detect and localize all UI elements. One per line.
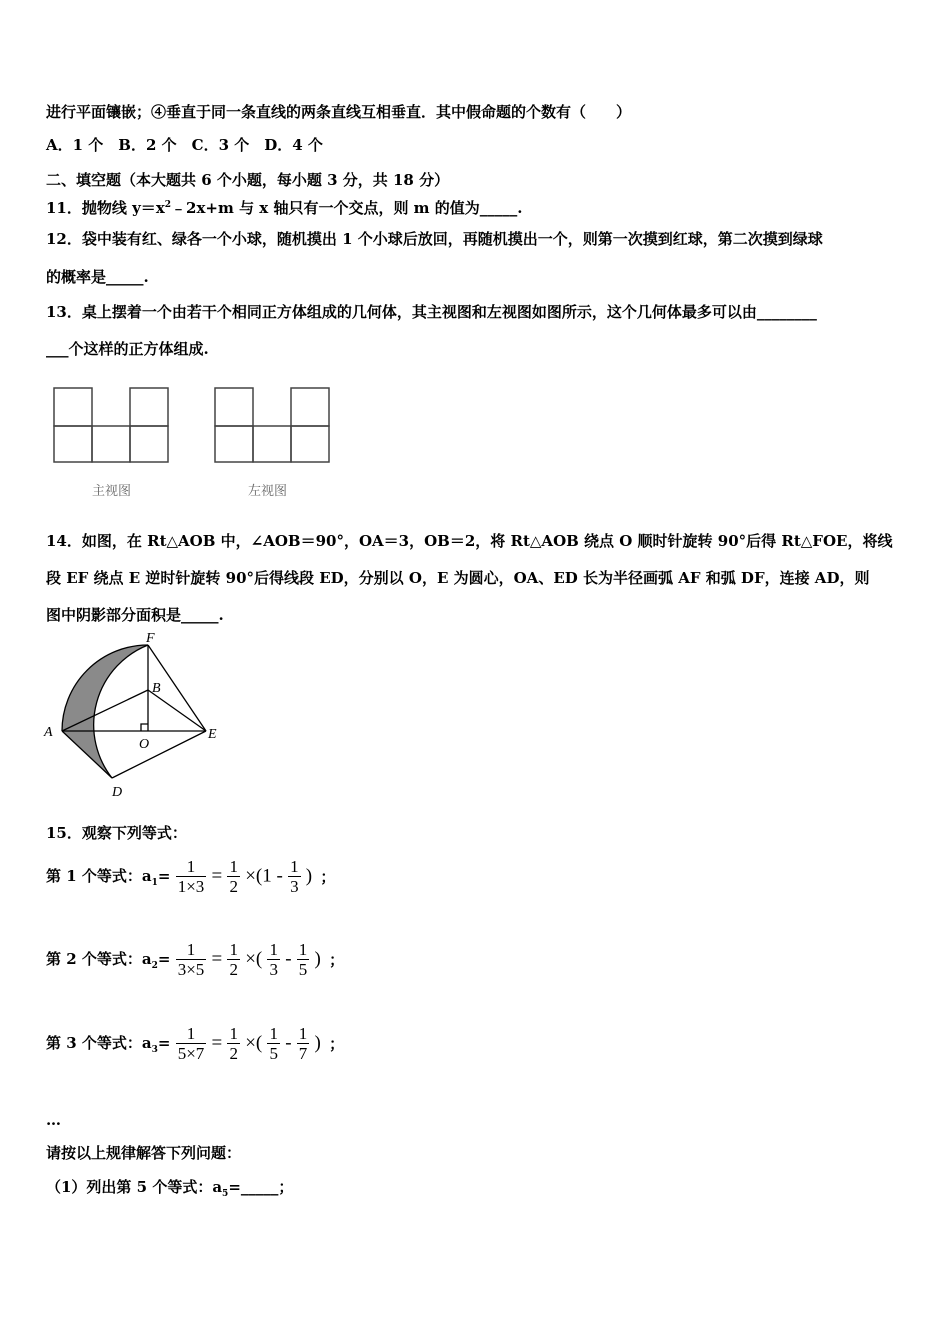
q15-equation-2: 第 2 个等式：$a_2=$ $\frac{1}{3\times 5}$ = $\frac{1}{2}$ ×( $\frac{1}{3}$ - $\frac{1}{5}$ ) ； xyxy=(46,940,345,979)
q15-part1: （1）列出第 5 个等式：$a_5=\_\_\_\_\_$； xyxy=(46,1178,294,1199)
q13-views-figure xyxy=(48,382,348,467)
label-D: D xyxy=(112,785,123,800)
q14-line3: 图中阴影部分面积是_____. xyxy=(46,606,224,624)
q15-instruction: 请按以上规律解答下列问题： xyxy=(46,1144,242,1162)
eq2-term2-fraction: $\frac{1}{5}$ xyxy=(298,940,308,979)
section2-heading: 二、填空题（本大题共 6 个小题，每小题 3 分，共 18 分） xyxy=(46,171,450,189)
left-view-caption: 左视图 xyxy=(248,484,288,499)
eq3-lhs-fraction: $\frac{1}{5\times 7}$ xyxy=(177,1024,205,1063)
front-view-diagram xyxy=(54,388,168,462)
label-O: O xyxy=(139,737,150,752)
q13-line1: 13．桌上摆着一个由若干个相同正方体组成的几何体，其主视图和左视图如图所示，这个几何体最多可以由________ xyxy=(46,303,817,321)
segment-BE xyxy=(148,690,206,731)
q15-equation-1: 第 1 个等式：$a_1=$ $\frac{1}{1\times 3}$ = $\frac{1}{2}$ ×(1 - $\frac{1}{3}$ ) ； xyxy=(46,857,336,896)
q15-heading: 15．观察下列等式： xyxy=(46,824,187,842)
q10-continuation: 进行平面镶嵌；④垂直于同一条直线的两条直线互相垂直．其中假命题的个数有（ ） xyxy=(46,103,632,121)
eq2-term1-fraction: $\frac{1}{3}$ xyxy=(269,940,278,979)
q15-ellipsis: … xyxy=(46,1111,61,1129)
label-F: F xyxy=(146,632,155,646)
eq3-label: 第 3 个等式：$a_3=$ xyxy=(46,1034,171,1055)
eq1-half-fraction: $\frac{1}{2}$ xyxy=(229,857,238,896)
eq1-term1-fraction: $\frac{1}{3}$ xyxy=(290,857,299,896)
q14-line1: 14．如图，在 Rt△AOB 中，∠AOB＝90°，OA＝3，OB＝2，将 Rt△AOB 绕点 O 顺时针旋转 90°后得 Rt△FOE，将线 xyxy=(46,532,893,550)
eq2-lhs-fraction: $\frac{1}{3\times 5}$ xyxy=(177,940,205,979)
segment-ED xyxy=(112,731,206,778)
eq1-label: 第 1 个等式：$a_1=$ xyxy=(46,867,171,888)
shaded-region xyxy=(62,645,148,778)
eq3-term2-fraction: $\frac{1}{7}$ xyxy=(298,1024,308,1063)
q10-options: A．1 个 B．2 个 C．3 个 D．4 个 xyxy=(46,136,323,154)
left-view-diagram xyxy=(215,388,329,462)
eq2-half-fraction: $\frac{1}{2}$ xyxy=(229,940,238,979)
eq3-term1-fraction: $\frac{1}{5}$ xyxy=(269,1024,278,1063)
label-E: E xyxy=(208,727,217,742)
label-A: A xyxy=(44,725,53,740)
q14-line2: 段 EF 绕点 E 逆时针旋转 90°后得线段 ED，分别以 O，E 为圆心，OA、ED 长为半径画弧 AF 和弧 DF，连接 AD，则 xyxy=(46,569,870,587)
front-view-caption: 主视图 xyxy=(92,484,132,499)
q15-equation-3: 第 3 个等式：$a_3=$ $\frac{1}{5\times 7}$ = $\frac{1}{2}$ ×( $\frac{1}{5}$ - $\frac{1}{7}$ ) ； xyxy=(46,1024,345,1063)
q11-exponent: 2 xyxy=(164,200,172,210)
label-B: B xyxy=(152,681,161,696)
q14-geometry-figure xyxy=(40,632,240,807)
q12-line2: 的概率是_____. xyxy=(46,268,149,286)
q11-text xyxy=(46,195,523,218)
q13-line2: ___个这样的正方体组成. xyxy=(46,340,209,358)
q11-suffix: ﹣2x+m 与 x 轴只有一个交点，则 m 的值为_____. xyxy=(171,199,523,217)
right-angle-mark xyxy=(141,724,148,731)
eq3-half-fraction: $\frac{1}{2}$ xyxy=(229,1024,238,1063)
eq1-lhs-fraction: $\frac{1}{1\times 3}$ xyxy=(177,857,205,896)
q11-prefix: 11．抛物线 y＝x xyxy=(46,199,165,217)
q12-line1: 12．袋中装有红、绿各一个小球，随机摸出 1 个小球后放回，再随机摸出一个，则第一次摸到红球，第二次摸到绿球 xyxy=(46,230,823,248)
eq2-label: 第 2 个等式：$a_2=$ xyxy=(46,950,171,971)
